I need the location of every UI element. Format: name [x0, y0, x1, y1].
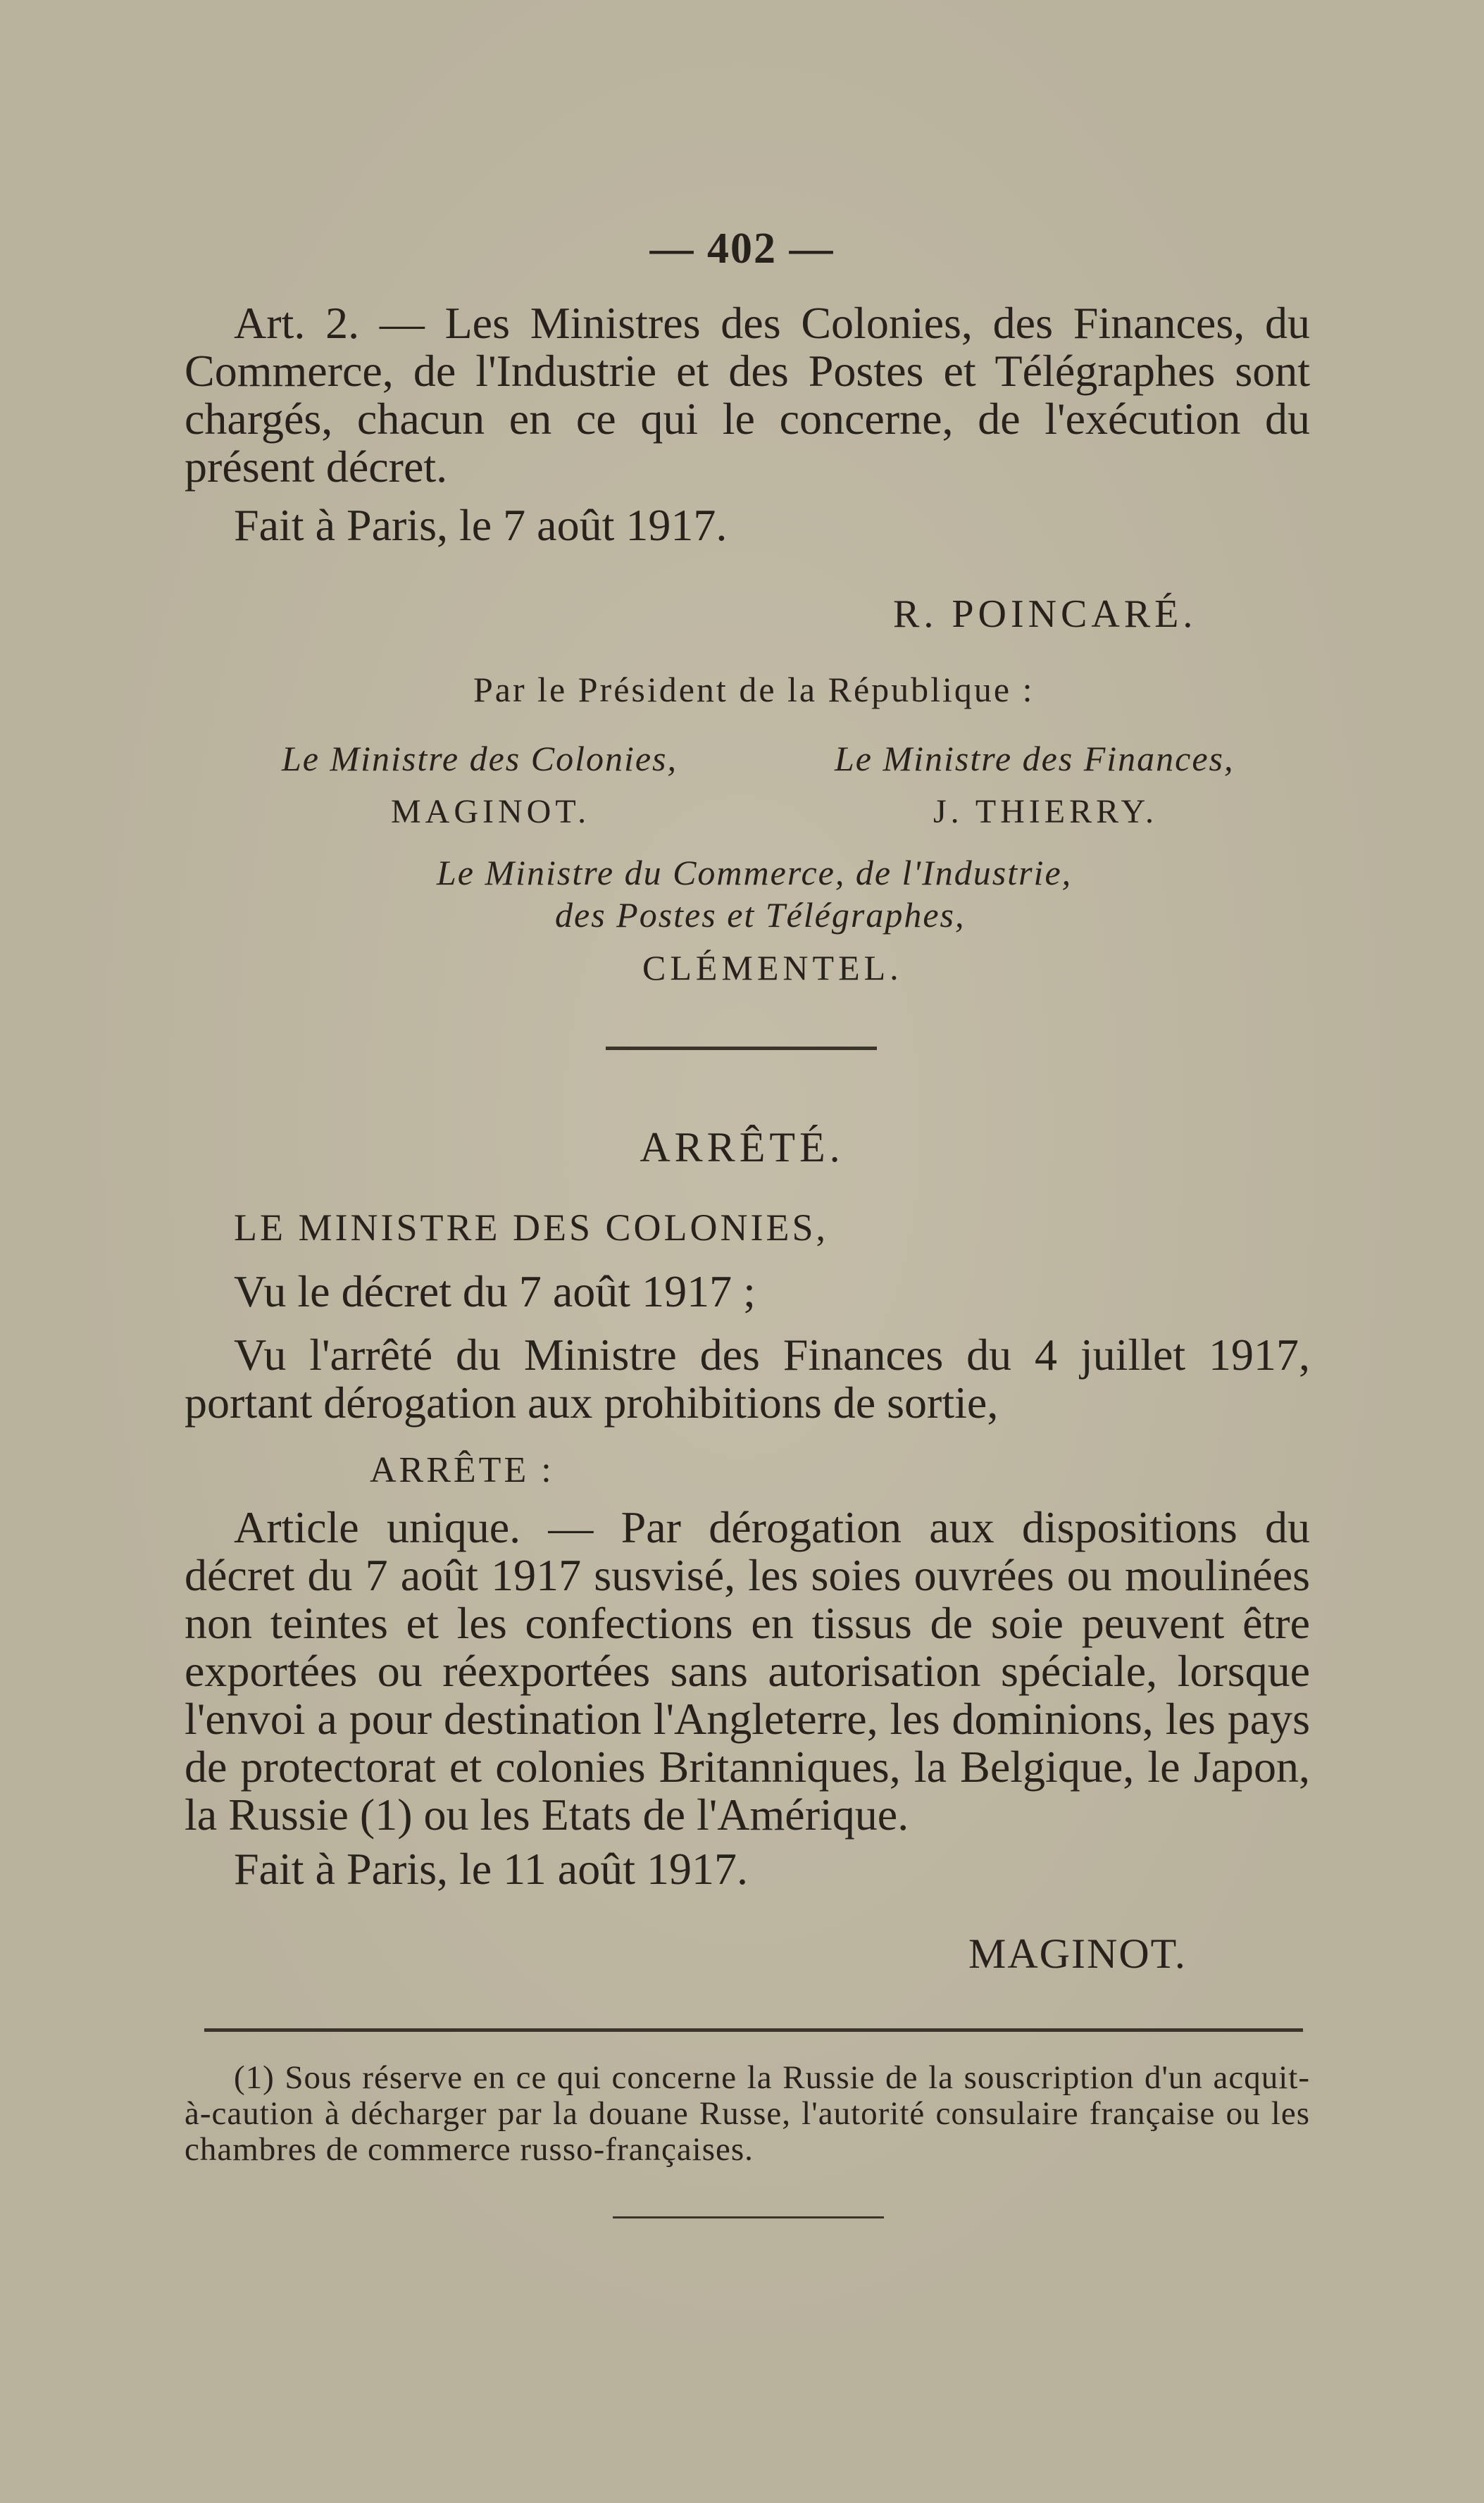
finance-minister-title: Le Ministre des Finances, — [835, 739, 1235, 778]
arrete-signature: MAGINOT. — [968, 1930, 1187, 1977]
arrete-label: ARRÊTE : — [370, 1450, 554, 1490]
commerce-minister-title-line1: Le Ministre du Commerce, de l'Industrie, — [437, 853, 1073, 892]
arrete-vu-arrete: Vu l'arrêté du Ministre des Finances du 4 juillet 1917, portant dérogation aux prohibitions de sortie, — [185, 1330, 1310, 1428]
arrete-article-unique: Article unique. — Par dérogation aux dispositions du décret du 7 août 1917 susvisé, les soies ouvrées ou moulinées non teintes et les confections en tissus de soie peuvent être exportées ou réexportées sans autorisation spéciale, lorsque l'envoi a pour destination l'Angleterre, les dominions, les pays de protectorat et colonies Britanniques, la Belgique, le Japon, la Russie (1) ou les Etats de l'Amérique. — [185, 1502, 1310, 1840]
finance-minister-name: J. THIERRY. — [933, 793, 1158, 830]
page-number: — 402 — — [649, 225, 835, 273]
colonies-minister-title: Le Ministre des Colonies, — [282, 739, 678, 778]
arrete-heading: ARRÊTÉ. — [640, 1124, 844, 1171]
footnote: (1) Sous réserve en ce qui concerne la Russie de la souscription d'un acquit-à-caution à décharger par la douane Russe, l'autorité consulaire française ou les chambres de commerce russo-françaises. — [185, 2059, 1310, 2168]
commerce-minister-title-line2: des Postes et Télégraphes, — [555, 895, 966, 935]
decree-date-line: Fait à Paris, le 7 août 1917. — [234, 500, 728, 550]
decree-article-2: Art. 2. — Les Ministres des Colonies, des Finances, du Commerce, de l'Industrie et des Postes et Télégraphes sont chargés, chacun en ce qui le concerne, de l'exécution du présent décret. — [185, 298, 1310, 492]
commerce-minister-name: CLÉMENTEL. — [642, 948, 903, 987]
section-divider — [606, 1047, 877, 1050]
arrete-date-line: Fait à Paris, le 11 août 1917. — [234, 1844, 748, 1894]
by-president-line: Par le Président de la République : — [473, 670, 1035, 709]
end-rule — [613, 2216, 884, 2218]
footnote-rule — [204, 2028, 1303, 2032]
decree-signature: R. POINCARÉ. — [893, 592, 1197, 636]
arrete-issuer: LE MINISTRE DES COLONIES, — [234, 1206, 828, 1249]
colonies-minister-name: MAGINOT. — [391, 793, 591, 830]
arrete-vu-decret: Vu le décret du 7 août 1917 ; — [234, 1266, 756, 1316]
